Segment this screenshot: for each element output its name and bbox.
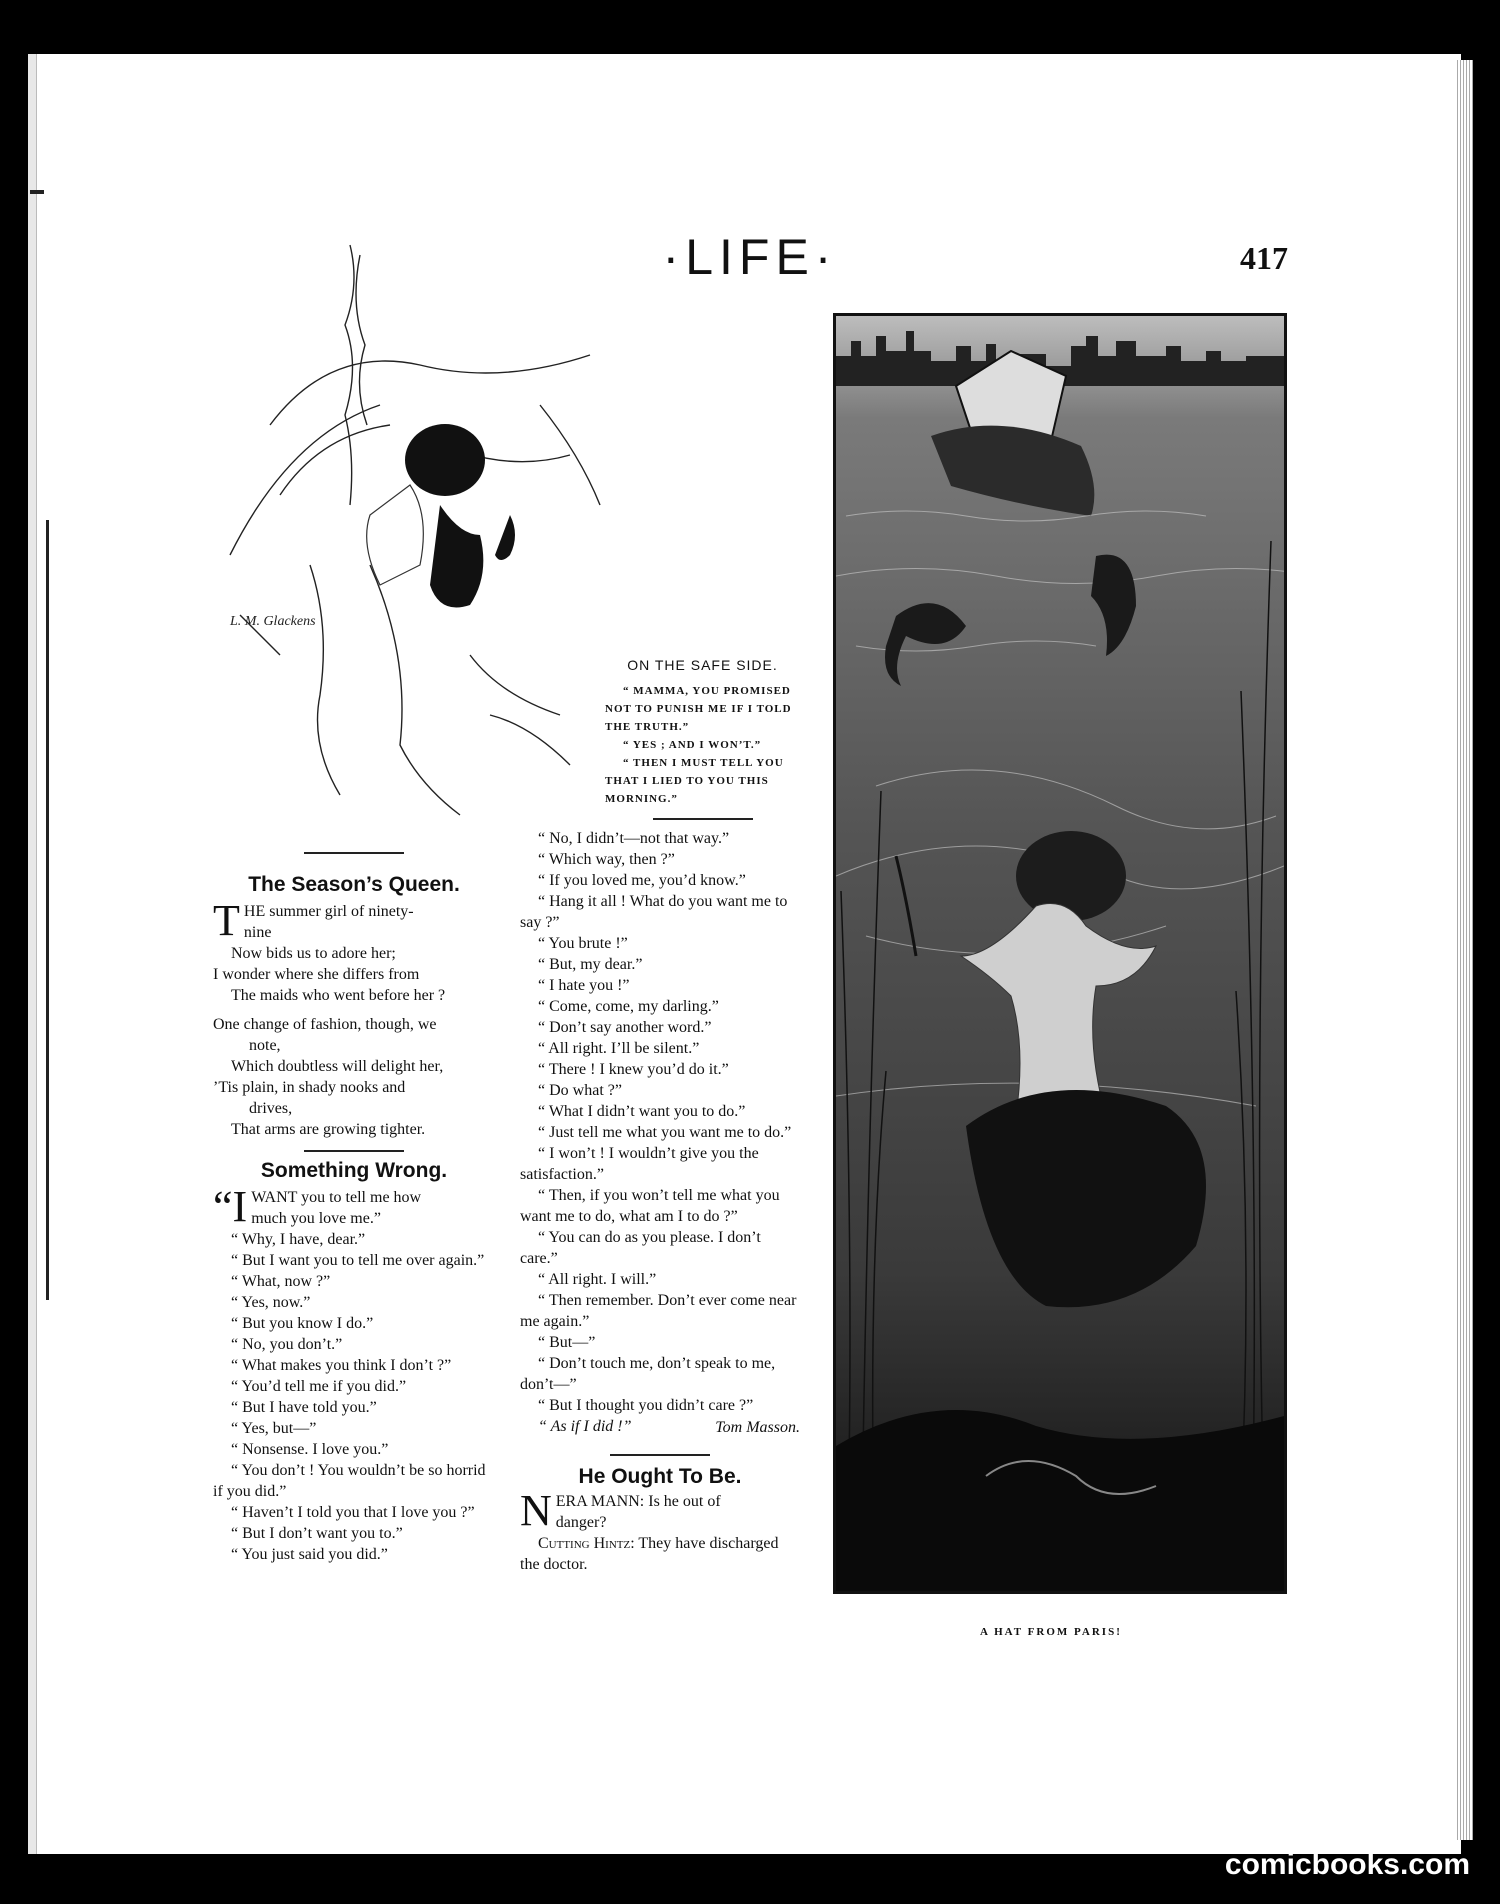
poem-line: note, [249,1037,281,1054]
dialogue-line: “ Yes, but—” [231,1420,317,1437]
dialogue-line: “ Come, come, my darling.” [538,998,719,1015]
divider-rule [610,1454,710,1456]
dialogue-line: “ If you loved me, you’d know.” [538,872,746,889]
dialogue-line: “ You brute !” [538,935,628,952]
binding-spine [28,54,37,1854]
speaker-name: Cutting Hintz: [538,1535,635,1552]
drop-cap: “I [213,1182,248,1231]
dialogue-line: “ But I have told you.” [231,1399,377,1416]
mermaid-illustration-frame [833,313,1287,1594]
poem-line: HE summer girl of ninety- [243,903,414,920]
drop-cap: N [520,1486,552,1535]
dialogue-line: “ Haven’t I told you that I love you ?” [231,1504,475,1521]
dialogue-line: “ Then remember. Don’t ever come near me again.” [520,1292,797,1330]
dialogue-line: ERA MANN: Is he out of [555,1493,721,1510]
divider-rule [304,852,404,854]
dialogue-line: “ But I thought you didn’t care ?” [538,1397,754,1414]
figure-dark-coat [430,505,483,608]
dialogue-line: “ Don’t touch me, don’t speak to me, don’t—” [520,1355,776,1393]
poem-line: The maids who went before her ? [231,987,446,1004]
poem-line: nine [243,924,272,941]
dialogue-line: “ But—” [538,1334,596,1351]
dialogue-line: “ You just said you did.” [231,1546,388,1563]
dialogue-line: “ Which way, then ?” [538,851,675,868]
dialogue-line: “ As if I did !” [538,1418,632,1435]
poem-line: Now bids us to adore her; [231,945,396,962]
dialogue-line: “ What I didn’t want you to do.” [538,1103,746,1120]
dialogue-line: “ You don’t ! You wouldn’t be so horrid if you did.” [213,1462,486,1500]
dialogue-line: “ Nonsense. I love you.” [231,1441,389,1458]
page-number: 417 [1240,240,1288,276]
poem-line: That arms are growing tighter. [231,1121,426,1138]
dialogue-line: “ I won’t ! I wouldn’t give you the satisfaction.” [520,1145,759,1183]
dialogue-line: danger? [555,1514,607,1531]
dialogue-line: “ Don’t say another word.” [538,1019,712,1036]
dialogue-line: “ There ! I knew you’d do it.” [538,1061,729,1078]
divider-rule [304,1150,404,1152]
author-credit: Tom Masson. [715,1419,800,1436]
seasons-queen-poem [213,896,495,1140]
illustration-caption: A HAT FROM PARIS! [980,1626,1122,1638]
dialogue-line: “ I hate you !” [538,977,630,994]
woman-hair [405,424,485,496]
mermaid-hair [1016,831,1126,921]
something-wrong-col1 [213,1182,495,1565]
safe-side-title: ON THE SAFE SIDE. [627,657,778,673]
dialogue-line: They have discharged the doctor. [520,1535,779,1573]
dialogue-line: “ No, I didn’t—not that way.” [538,830,730,847]
dialogue-line: “ Do what ?” [538,1082,622,1099]
svg-text:L. M. Glackens: L. M. Glackens [230,614,316,629]
dialogue-line: much you love me.” [251,1210,381,1227]
dialogue-line: “ But, my dear.” [538,956,643,973]
couple-sketch-illustration [210,235,630,835]
dialogue-line: “ All right. I will.” [538,1271,657,1288]
dialogue-line: “ What makes you think I don’t ?” [231,1357,452,1374]
middle-column [520,828,800,1575]
ought-to-be-body [520,1486,800,1575]
safe-side-line: “ THEN I MUST TELL YOU THAT I LIED TO YOU THIS MORNING.” [605,757,784,805]
poem-line: drives, [249,1100,293,1117]
page-edges [1455,60,1473,1840]
mermaid-illustration [836,316,1284,1591]
left-column [213,852,495,1565]
dialogue-line: “ But I want you to tell me over again.” [231,1252,485,1269]
binding-stitch [30,190,44,194]
dialogue-line: “ All right. I’ll be silent.” [538,1040,700,1057]
dialogue-line: WANT you to tell me how [251,1189,422,1206]
dialogue-line: “ Yes, now.” [231,1294,311,1311]
poem-line: I wonder where she differs from [213,966,420,983]
watermark: comicbooks.com [1224,1848,1470,1881]
safe-side-line: “ YES ; AND I WON’T.” [623,739,762,751]
drop-cap: T [213,896,240,945]
dialogue-line: “ You’d tell me if you did.” [231,1378,407,1395]
dialogue-line: “ Why, I have, dear.” [231,1231,366,1248]
dialogue-line: “ Hang it all ! What do you want me to say ?” [520,893,788,931]
ought-to-be-title: He Ought To Be. [578,1465,742,1488]
poem-line: ’Tis plain, in shady nooks and [213,1079,406,1096]
sea-floor [836,1410,1284,1591]
dialogue-line: “ But you know I do.” [231,1315,374,1332]
divider-rule [653,818,753,820]
safe-side-line: “ MAMMA, YOU PROMISED NOT TO PUNISH ME IF I TOLD THE TRUTH.” [605,685,792,733]
dialogue-line: “ What, now ?” [231,1273,331,1290]
dialogue-line: “ Just tell me what you want me to do.” [538,1124,792,1141]
seasons-queen-title: The Season’s Queen. [248,873,460,896]
safe-side-block [605,655,800,820]
dialogue-line: “ Then, if you won’t tell me what you want me to do, what am I to do ?” [520,1187,780,1225]
binding-thread [46,520,49,1300]
dialogue-line: “ You can do as you please. I don’t care.” [520,1229,761,1267]
masthead: ·LIFE· [662,229,838,285]
poem-line: Which doubtless will delight her, [231,1058,444,1075]
dialogue-line: “ But I don’t want you to.” [231,1525,403,1542]
something-wrong-title: Something Wrong. [260,1159,448,1182]
poem-line: One change of fashion, though, we [213,1016,437,1033]
dialogue-line: “ No, you don’t.” [231,1336,343,1353]
